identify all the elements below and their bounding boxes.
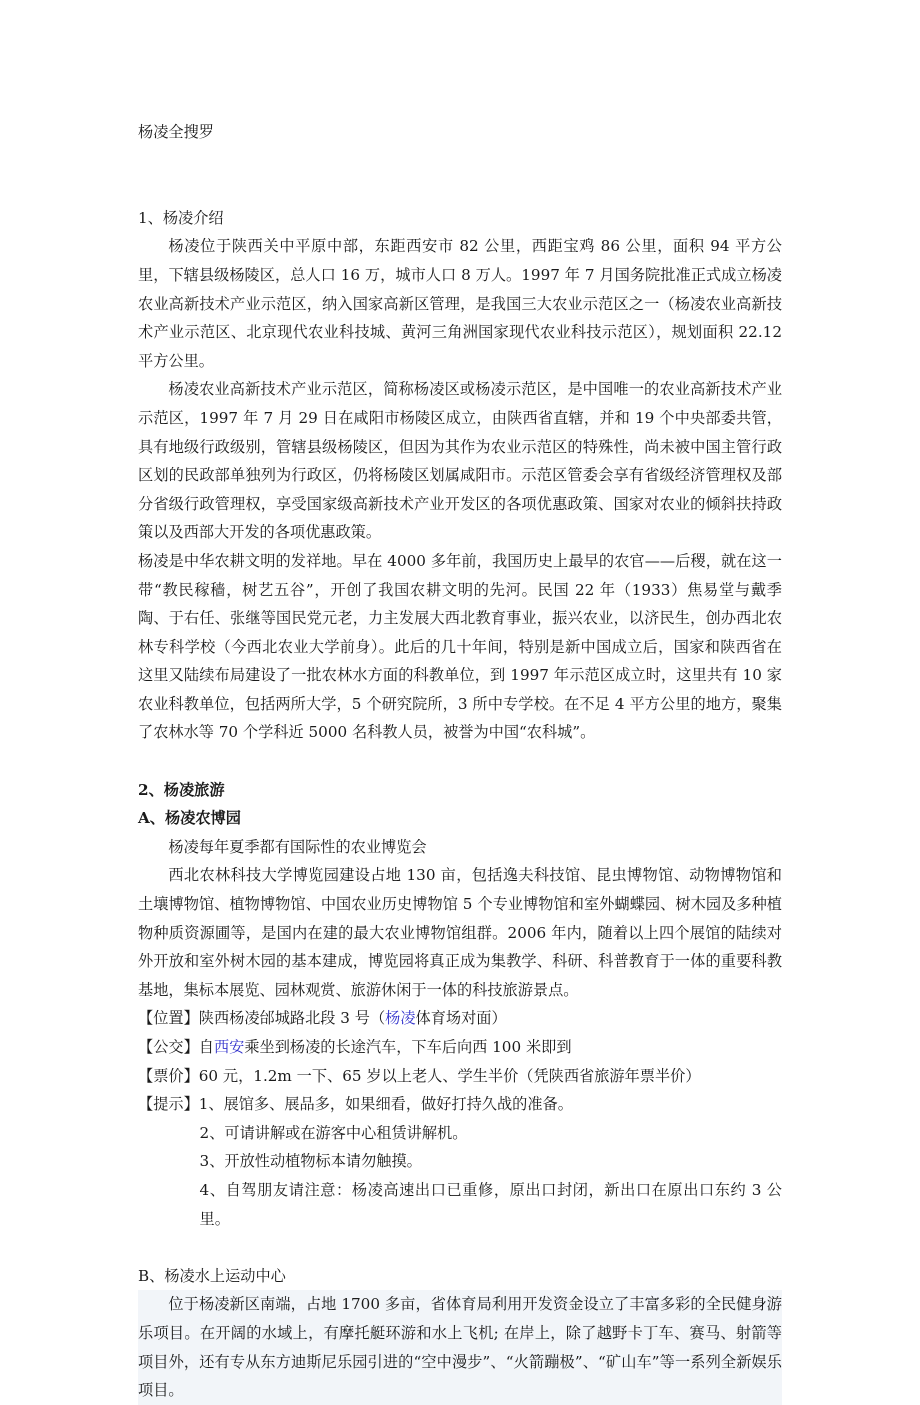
section-2-heading: 2、杨凌旅游 [138, 780, 225, 799]
location-text-after-link: 体育场对面） [415, 1009, 507, 1028]
section-2a-bus-line [138, 1033, 782, 1062]
section-1-heading: 1、杨凌介绍 [138, 208, 224, 227]
bus-text-before-link: 自 [198, 1038, 214, 1056]
section-2a-heading: A、杨凌农博园 [138, 809, 241, 828]
section-2b-paragraph-1: 位于杨凌新区南端，占地 1700 多亩，省体育局利用开发资金设立了丰富多彩的全民健身游乐项目。在开阔的水域上，有摩托艇环游和水上飞机; 在岸上，除了越野卡丁车、赛马、射箭等项目外，还有专从东方迪斯尼乐园引进的“空中漫步”、“火箭蹦极”、“矿山车”等一系列全新娱乐项目。 [138, 1290, 782, 1404]
bus-link[interactable]: 西安 [213, 1038, 245, 1056]
tip-item-1: 1、展馆多、展品多，如果细看，做好打持久战的准备。 [198, 1095, 573, 1114]
tips-label: 【提示】 [138, 1095, 199, 1114]
price-text: 60 元，1.2m 一下、65 岁以上老人、学生半价（凭陕西省旅游年票半价） [198, 1066, 701, 1085]
section-2b-heading: B、杨凌水上运动中心 [138, 1266, 286, 1285]
tip-item-3: 3、开放性动植物标本请勿触摸。 [199, 1152, 422, 1171]
section-2a-paragraph-1: 杨凌每年夏季都有国际性的农业博览会 [168, 837, 427, 856]
section-1-paragraph-2: 杨凌农业高新技术产业示范区，简称杨凌区或杨凌示范区，是中国唯一的农业高新技术产业示范区，1997 年 7 月 29 日在咸阳市杨陵区成立，由陕西省直辖，并和 19 个中央部委共管，具有地级行政级别，管辖县级杨陵区，但因为其作为农业示范区的特殊性，尚未被中国主管行政区划的民政部单独列为行政区，仍将杨陵区划属咸阳市。示范区管委会享有省级经济管理权及部分省级行政管理权，享受国家级高新技术产业开发区的各项优惠政策、国家对农业的倾斜扶持政策以及西部大开发的各项优惠政策。 [138, 380, 782, 542]
document-body [138, 118, 782, 1405]
tip-item-4 [138, 1176, 782, 1233]
spacer-before-section-2 [138, 747, 782, 776]
tip-item-4-text: 4、自驾朋友请注意：杨凌高速出口已重修，原出口封闭，新出口在原出口东约 3 公里。 [199, 1180, 782, 1228]
section-1-paragraph-3: 杨凌是中华农耕文明的发祥地。早在 4000 多年前，我国历史上最早的农官——后稷，就在这一带“教民稼穑，树艺五谷”，开创了我国农耕文明的先河。民国 22 年（1933）焦易堂与戴季陶、于右任、张继等国民党元老，力主发展大西北教育事业，振兴农业，以济民生，创办西北农林专科学校（今西北农业大学前身）。此后的几十年间，特别是新中国成立后，国家和陕西省在这里又陆续布局建设了一批农林水方面的科教单位，到 1997 年示范区成立时，这里共有 10 家农业科教单位，包括两所大学，5 个研究院所，3 所中专学校。在不足 4 平方公里的地方，聚集了农林水等 70 个学科近 5000 名科教人员，被誉为中国“农科城”。 [138, 551, 782, 742]
location-label: 【位置】 [138, 1009, 199, 1028]
section-1-paragraph-1: 杨凌位于陕西关中平原中部，东距西安市 82 公里，西距宝鸡 86 公里，面积 94 平方公里，下辖县级杨陵区，总人口 16 万，城市人口 8 万人。1997 年 7 月国务院批准正式成立杨凌农业高新技术产业示范区，纳入国家高新区管理，是我国三大农业示范区之一（杨凌农业高新技术产业示范区、北京现代农业科技城、黄河三角洲国家现代农业科技示范区），规划面积 22.12 平方公里。 [138, 237, 782, 370]
section-2a-paragraph-2: 西北农林科技大学博览园建设占地 130 亩，包括逸夫科技馆、昆虫博物馆、动物博物馆和土壤博物馆、植物博物馆、中国农业历史博物馆 5 个专业博物馆和室外蝴蝶园、树木园及多种植物种质资源圃等，是国内在建的最大农业博物馆组群。2006 年内，随着以上四个展馆的陆续对外开放和室外树木园的基本建成，博览园将真正成为集教学、科研、科普教育于一体的重要科教基地，集标本展览、园林观赏、旅游休闲于一体的科技旅游景点。 [138, 866, 782, 999]
section-2a-tips-line [138, 1090, 782, 1119]
tip-item-2: 2、可请讲解或在游客中心租赁讲解机。 [199, 1123, 468, 1142]
location-link[interactable]: 杨凌 [385, 1009, 416, 1028]
spacer-before-section-2b [138, 1233, 782, 1262]
document-title: 杨凌全搜罗 [138, 123, 214, 141]
price-label: 【票价】 [138, 1066, 199, 1085]
bus-text-after-link: 乘坐到杨凌的长途汽车，下车后向西 100 米即到 [244, 1038, 572, 1056]
section-2a-location-line [138, 1004, 782, 1033]
spacer-before-section-1 [138, 175, 782, 204]
bus-label: 【公交】 [138, 1038, 199, 1056]
section-2a-price-line [138, 1062, 782, 1091]
location-text-before-link: 陕西杨凌邰城路北段 3 号（ [198, 1009, 386, 1028]
